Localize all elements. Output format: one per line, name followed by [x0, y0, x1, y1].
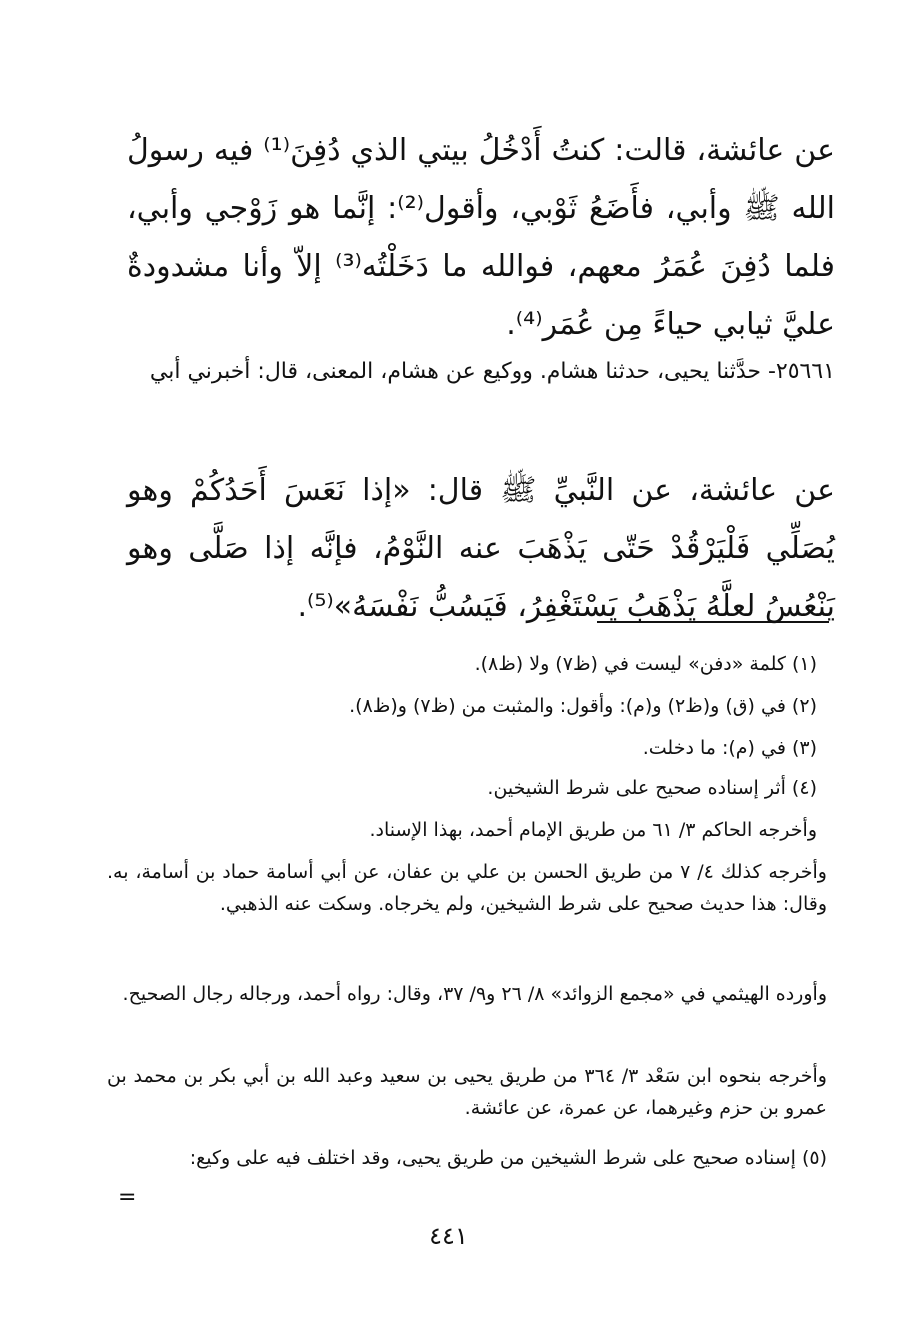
hadith-25661-isnad: ٢٥٦٦١- حدَّثنا يحيى، حدثنا هشام. ووكيع عن هشام، المعنى، قال: أخبرني أبي — [149, 359, 835, 384]
hadith-aisha-burial-text: عن عائشة، قالت: كنتُ أَدْخُلُ بيتي الذي دُفِنَ⁽¹⁾ فيه رسولُ الله ﷺ وأبي، فأَضَعُ ثَوْبي، وأقول⁽²⁾: إنَّما هو زَوْجي وأبي، فلما دُفِنَ عُمَرُ معهم، فوالله ما دَخَلْتُه⁽³⁾ إلاّ وأنا مشدودةٌ عليَّ ثيابي حياءً مِن عُمَر⁽⁴⁾. — [127, 133, 836, 342]
footnote-4-hakim-2: وأخرجه كذلك ٤/ ٧ من طريق الحسن بن علي بن عفان، عن أبي أسامة حماد بن أسامة، به. وقال: هذا حديث صحيح على شرط الشيخين، ولم يخرجاه. وسكت عنه الذهبي. — [107, 861, 827, 915]
continuation-mark: = — [118, 1185, 137, 1210]
footnote-2: (٢) في (ق) و(ظ٢) و(م): وأقول: والمثبت من (ظ٧) و(ظ٨). — [349, 695, 817, 717]
footnote-4-hakim: وأخرجه الحاكم ٣/ ٦١ من طريق الإمام أحمد، بهذا الإسناد. — [369, 819, 817, 841]
footnote-4: (٤) أثر إسناده صحيح على شرط الشيخين. — [487, 777, 817, 799]
footnote-4-haythami: وأورده الهيثمي في «مجمع الزوائد» ٨/ ٢٦ و٩/ ٣٧، وقال: رواه أحمد، ورجاله رجال الصحيح. — [122, 983, 827, 1005]
footnote-4-ibn-saad: وأخرجه بنحوه ابن سَعْد ٣/ ٣٦٤ من طريق يحيى بن سعيد وعبد الله بن أبي بكر بن محمد بن عمرو بن حزم وغيرهما، عن عمرة، عن عائشة. — [107, 1065, 827, 1119]
hadith-drowsy-prayer-text: عن عائشة، عن النَّبيِّ ﷺ قال: «إذا نَعَسَ أَحَدُكُمْ وهو يُصَلِّي فَلْيَرْقُدْ حَتّى يَذْهَبَ عنه النَّوْمُ، فإنَّه إذا صَلَّى وهو يَنْعُسُ لعلَّهُ يَذْهَبُ يَسْتَغْفِرُ، فَيَسُبُّ نَفْسَهُ»⁽⁵⁾. — [127, 473, 835, 624]
footnote-separator — [597, 621, 829, 623]
footnote-1: (١) كلمة «دفن» ليست في (ظ٧) ولا (ظ٨). — [474, 653, 817, 675]
page-number: ٤٤١ — [429, 1222, 468, 1250]
footnote-3: (٣) في (م): ما دخلت. — [642, 737, 817, 759]
footnote-5: (٥) إسناده صحيح على شرط الشيخين من طريق يحيى، وقد اختلف فيه على وكيع: — [189, 1147, 827, 1169]
